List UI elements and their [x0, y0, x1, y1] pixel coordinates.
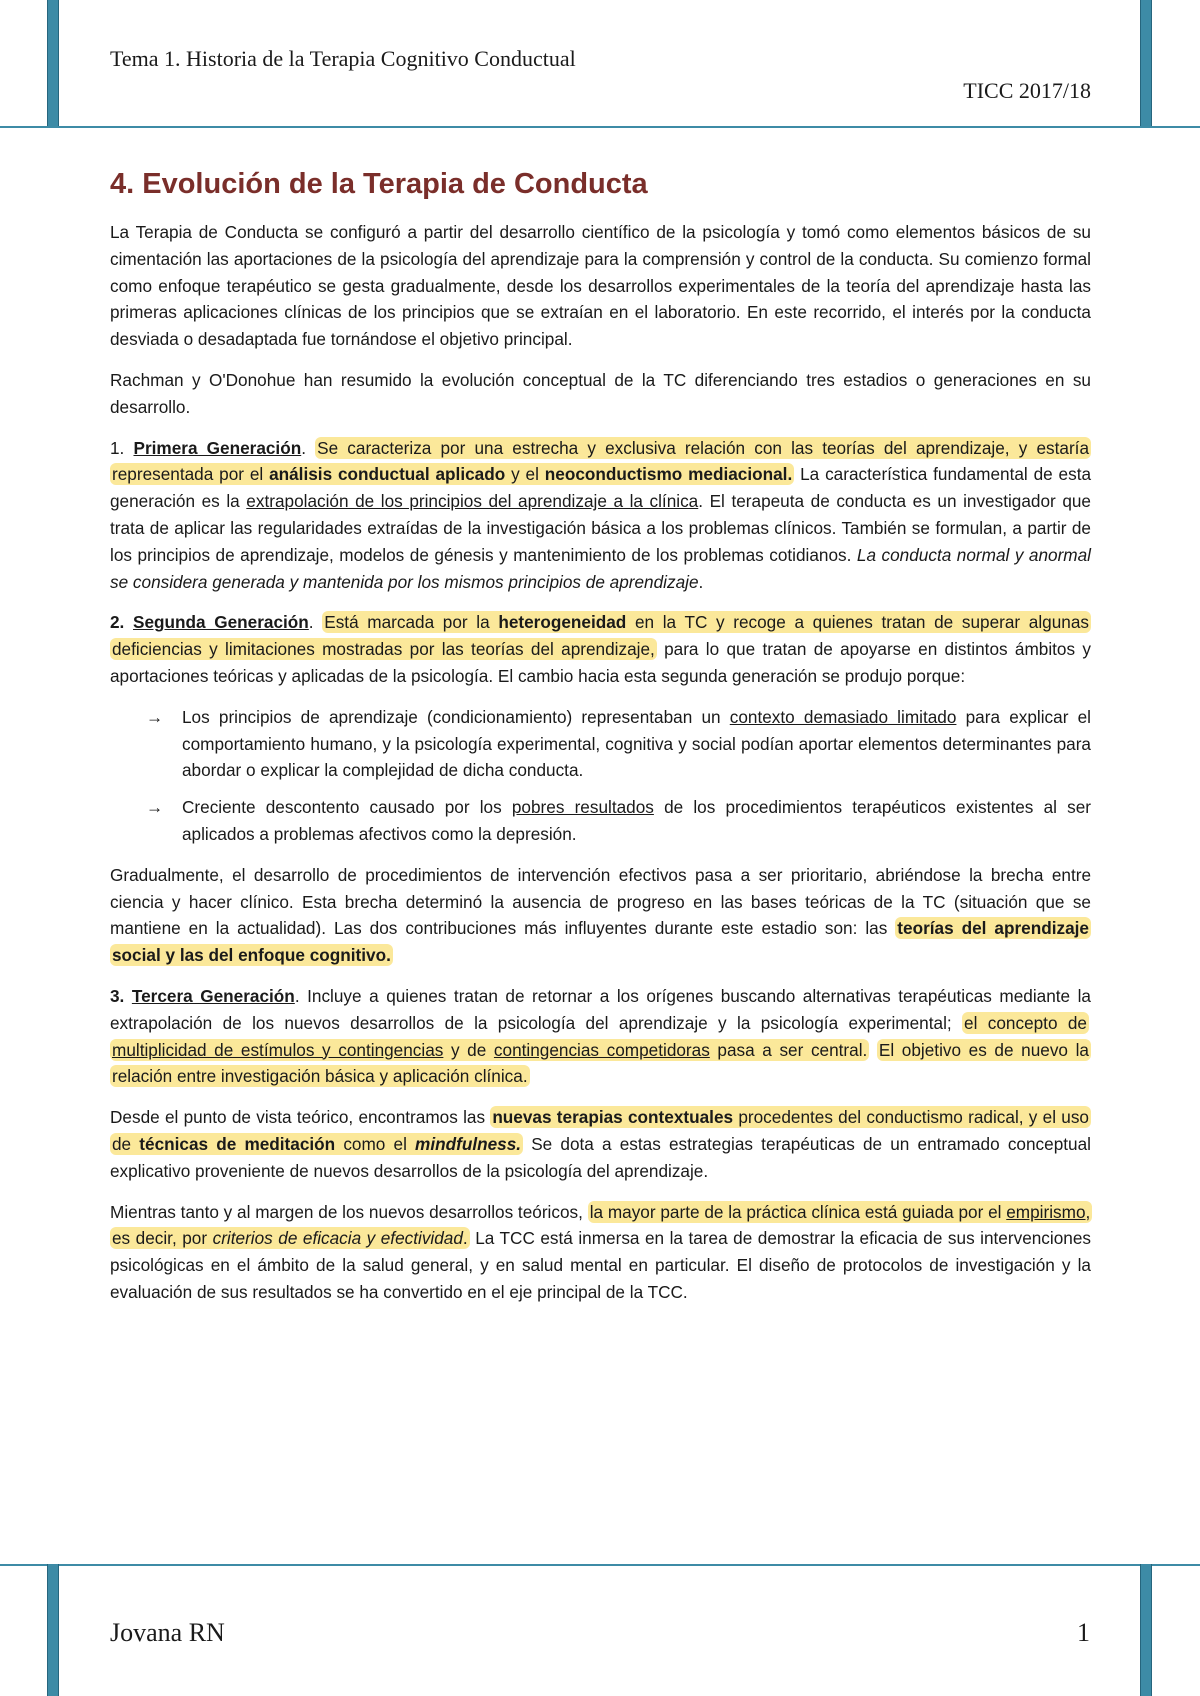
bullet-text-post: para explicar el comportamiento humano, y la psicología experimental, cognitiva y social podían aportar elementos determinantes para abordar o explicar la complejidad de dicha conducta. [182, 706, 1091, 781]
gen1-italic: La conducta normal y anormal se considera generada y mantenida por los mismos principios de aprendizaje [110, 544, 1091, 592]
gen3-hl-text-a: el concepto de [964, 1012, 1087, 1033]
desde-bold-1: nuevas terapias contextuales [492, 1107, 734, 1128]
gen1-bold-aba: análisis conductual aplicado [269, 464, 506, 485]
mientras-text2: La TCC está inmersa en la tarea de demostrar la eficacia de sus intervenciones psicológicas en el ámbito de la salud general, y en salud mental en particular. El diseño de protocolos de investigación y la evaluación de sus resultados se ha convertido en el eje principal de la TCC. [110, 1228, 1091, 1302]
bullet-text-post: de los procedimientos terapéuticos existentes al ser aplicados a problemas afectivos como la depresión. [182, 797, 1091, 844]
header-right-bar [1140, 0, 1152, 126]
gen2-text: para lo que tratan de apoyarse en distintos ámbitos y aportaciones teóricas y aplicadas de la psicología. El cambio hacia esta segunda generación se produjo porque: [110, 639, 1091, 686]
gen3-highlight-2: El objetivo es de nuevo la relación entre investigación básica y aplicación clínica. [112, 1039, 1089, 1087]
page-number: 1 [1077, 1618, 1090, 1647]
arrow-right-icon: → [146, 797, 164, 818]
gradual-text: Gradualmente, el desarrollo de procedimientos de intervención efectivos pasa a ser prioritario, abriéndose la brecha entre ciencia y hacer clínico. Esta brecha determinó la ausencia de progreso en las bases teóricas de la TC (situación que se mantiene en la actualidad). Las dos contribuciones más influyentes durante este estadio son: las [110, 864, 1091, 939]
gen2-title: Segunda Generación [133, 612, 309, 633]
gen3-paragraph: 3. Tercera Generación. Incluye a quienes tratan de retornar a los orígenes buscando alternativas terapéuticas mediante la extrapolación de los nuevos desarrollos de la psicología del aprendizaje y la psicología experimental; el concepto de multiplicidad de estímulos y contingencias y de contingencias competidoras pasa a ser central. El objetivo es de nuevo la relación entre investigación básica y aplicación clínica. [110, 985, 1091, 1087]
mientras-hl-text-b: , es decir, por [112, 1201, 1091, 1249]
header-title: Tema 1. Historia de la Terapia Cognitivo Conductual [110, 46, 576, 71]
desde-hl-text-a: procedentes del conductismo radical, y el uso de [112, 1107, 1089, 1154]
gen2-bullet-list [110, 704, 1091, 848]
header-course: TICC 2017/18 [963, 78, 1091, 103]
footer-right-bar [1140, 1564, 1152, 1696]
bullet-text-pre: Creciente descontento causado por los [182, 797, 502, 818]
gen1-underlined: extrapolación de los principios del aprendizaje a la clínica [246, 491, 699, 512]
header-rule [0, 126, 1200, 128]
bullet-text-pre: Los principios de aprendizaje (condicionamiento) representaban un [182, 706, 721, 727]
gen3-num: 3. [110, 985, 125, 1006]
mientras-underlined: empirismo [1006, 1201, 1086, 1222]
gen1-paragraph: 1. Primera Generación. Se caracteriza por una estrecha y exclusiva relación con las teorías del aprendizaje, y estaría representada por el análisis conductual aplicado y el neoconductismo mediacional. La característica fundamental de esta generación es la extrapolación de los principios del aprendizaje a la clínica. El terapeuta de conducta es un investigador que trata de aplicar las regularidades extraídas de la investigación básica a los problemas clínicos. También se formulan, a partir de los principios de aprendizaje, modelos de génesis y mantenimiento de los problemas cotidianos. La conducta normal y anormal se considera generada y mantenida por los mismos principios de aprendizaje. [110, 437, 1092, 592]
mientras-paragraph [110, 1199, 1091, 1306]
arrow-right-icon: → [146, 706, 164, 727]
footer-author: Jovana RN [110, 1618, 225, 1647]
section-title: 4. Evolución de la Terapia de Conducta [110, 168, 648, 200]
desde-paragraph [110, 1104, 1091, 1184]
gen3-title: Tercera Generación [131, 985, 295, 1006]
gen1-text1: La característica fundamental de esta generación es la [110, 464, 1092, 512]
list-item [146, 704, 1091, 784]
bullet-underlined: contexto demasiado limitado [729, 706, 957, 727]
list-item [146, 794, 1091, 848]
footer-rule [0, 1564, 1200, 1566]
bullet-underlined: pobres resultados [511, 797, 654, 818]
desde-mindfulness: mindfulness. [415, 1133, 522, 1154]
gen1-end: . [698, 571, 704, 592]
gen3-underlined-2: contingencias competidoras [493, 1039, 710, 1060]
gen1-text2: . El terapeuta de conducta es un investigador que trata de aplicar las regularidades extraídas de la investigación básica a los problemas clínicos. También se formulan, a partir de los principios de aprendizaje, modelos de génesis y mantenimiento de los problemas cotidianos. [110, 491, 1091, 565]
gen1-hl-text-b: y el [511, 464, 539, 485]
gen2-bold: heterogeneidad [498, 612, 627, 633]
rachman-paragraph: Rachman y O'Donohue han resumido la evolución conceptual de la TC diferenciando tres estadios o generaciones en su desarrollo. [110, 369, 1091, 417]
desde-text1: Desde el punto de vista teórico, encontramos las [110, 1107, 486, 1128]
gen2-hl-text-a: Está marcada por la [324, 612, 490, 633]
gen3-hl-text-b: y de [450, 1039, 487, 1060]
gradual-paragraph [110, 862, 1091, 969]
gen1-hl-text-a: Se caracteriza por una estrecha y exclusiva relación con las teorías del aprendizaje, y estaría representada por el [112, 437, 1089, 485]
gen1-num: 1. [110, 437, 125, 458]
gen2-paragraph: 2. Segunda Generación. Está marcada por la heterogeneidad en la TC y recoge a quienes tratan de superar algunas deficiencias y limitaciones mostradas por las teorías del aprendizaje, para lo que tratan de apoyarse en distintos ámbitos y aportaciones teóricas y aplicadas de la psicología. El cambio hacia esta segunda generación se produjo porque: [110, 612, 1091, 686]
gen2-num: 2. [110, 612, 125, 633]
mientras-italic: criterios de eficacia y efectividad [212, 1228, 463, 1249]
desde-text2: Se dota a estas estrategias terapéuticas de un entramado conceptual explicativo proveniente de nuevos desarrollos de la psicología del aprendizaje. [110, 1133, 1091, 1181]
mientras-text1: Mientras tanto y al margen de los nuevos desarrollos teóricos, [110, 1201, 583, 1222]
header-left-bar [47, 0, 59, 126]
desde-bold-2: técnicas de meditación [139, 1133, 336, 1154]
mientras-hl-text-c: . [462, 1228, 468, 1249]
page-content [110, 168, 1091, 1320]
mientras-hl-text-a: la mayor parte de la práctica clínica está guiada por el [589, 1201, 1002, 1222]
gradual-highlight: teorías del aprendizaje social y las del enfoque cognitivo. [112, 918, 1089, 966]
desde-hl-text-b: como el [343, 1133, 407, 1154]
intro-paragraph: La Terapia de Conducta se configuró a partir del desarrollo científico de la psicología y tomó como elementos básicos de su cimentación las aportaciones de la psicología del aprendizaje para la comprensión y control de la conducta. Su comienzo formal como enfoque terapéutico se gesta gradualmente, desde los desarrollos experimentales de la teoría del aprendizaje hasta las primeras aplicaciones clínicas de los principios que se extraían en el laboratorio. En este recorrido, el interés por la conducta desviada o desadaptada fue tornándose el objetivo principal. [110, 222, 1091, 350]
gen3-underlined-1: multiplicidad de estímulos y contingencias [112, 1039, 444, 1060]
gen2-hl-text-b: en la TC y recoge a quienes tratan de superar algunas deficiencias y limitaciones mostradas por las teorías del aprendizaje, [112, 612, 1090, 660]
gen3-hl-text-c: pasa a ser central. [717, 1039, 868, 1060]
footer-left-bar [47, 1564, 59, 1696]
gen1-title: Primera Generación [133, 437, 302, 458]
gen1-bold-neo: neoconductismo mediacional. [544, 464, 793, 485]
gen3-text: Incluye a quienes tratan de retornar a los orígenes buscando alternativas terapéuticas mediante la extrapolación de los nuevos desarrollos de la psicología del aprendizaje y la psicología experimental; [110, 985, 1091, 1033]
